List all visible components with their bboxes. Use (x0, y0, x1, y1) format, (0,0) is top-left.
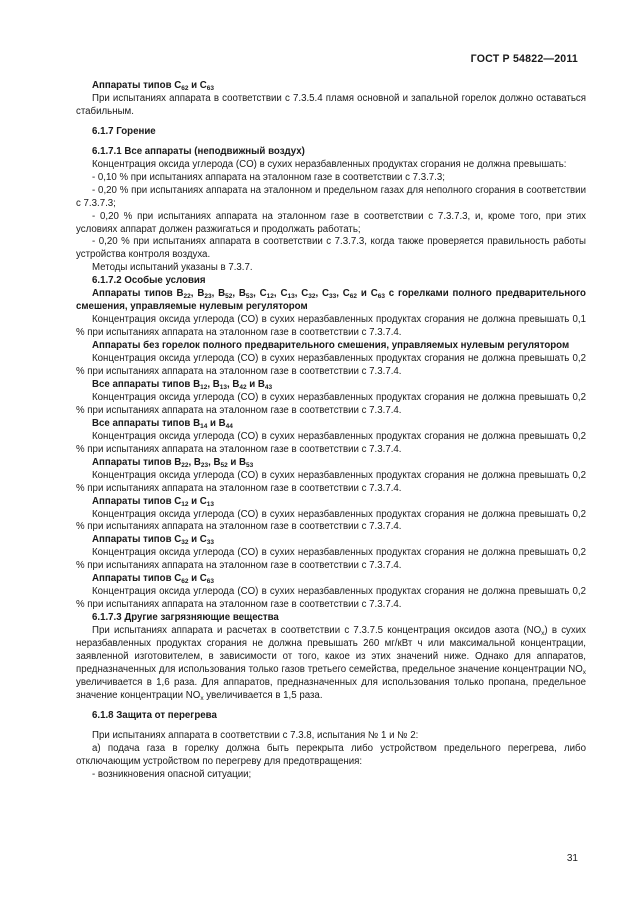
type-heading: Аппараты типов $C_{62}$ и $C_{63}$ (92, 80, 215, 92)
type-heading: Аппараты без горелок полного предварительного смешения, управляемых нулевым регулятором (92, 340, 570, 352)
paragraph: Концентрация оксида углерода (CO) в сухих неразбавленных продуктах сгорания не должна превышать 0,1 % при испытаниях аппарата на эталонном газе в соответствии с 7.3.7.4. (76, 314, 586, 339)
paragraph: Концентрация оксида углерода (CO) в сухих неразбавленных продуктах сгорания не должна превышать 0,2 % при испытаниях аппарата на эталонном газе в соответствии с 7.3.7.4. (76, 391, 586, 416)
paragraph: Концентрация оксида углерода (CO) в сухих неразбавленных продуктах сгорания не должна превышать: (92, 158, 567, 170)
subsection-heading: 6.1.7.1 Все аппараты (неподвижный воздух) (92, 145, 305, 157)
type-heading: Все аппараты типов $B_{12}$, $B_{13}$, $B_{42}$ и $B_{43}$ (92, 378, 273, 391)
paragraph: При испытаниях аппарата и расчетах в соответствии с 7.3.7.5 концентрация оксидов азота $(NO_x)$ в сухих неразбавленных продуктах сгорания не должна превышать 260 мг/кВт ч или максимальной концентрации, заявленной изготовителем, в зависимости от того, какое из этих значений ниже. Однако для аппаратов, предназначенных для использования только газов третьего семейства, предельное значение концентрации $NO_x$ увеличивается в 1,6 раза. Для аппаратов, предназначенных для использования только пропана, предельное значение концентрации $NO_x$ увеличивается в 1,5 раза. (76, 625, 586, 702)
paragraph: При испытаниях аппарата в соответствии с 7.3.5.4 пламя основной и запальной горелок должно оставаться стабильным. (76, 92, 586, 117)
paragraph: Концентрация оксида углерода (CO) в сухих неразбавленных продуктах сгорания не должна превышать 0,2 % при испытаниях аппарата на эталонном газе в соответствии с 7.3.7.4. (76, 586, 586, 611)
list-item: - 0,20 % при испытаниях аппарата на эталонном газе в соответствии с 7.3.7.3, и, кроме того, при этих условиях аппарат должен разжигаться и продолжать работать; (76, 210, 586, 235)
document-header: ГОСТ Р 54822—2011 (470, 53, 578, 65)
list-item: - 0,10 % при испытаниях аппарата на эталонном газе в соответствии с 7.3.7.3; (92, 171, 445, 183)
paragraph: Концентрация оксида углерода (CO) в сухих неразбавленных продуктах сгорания не должна превышать 0,2 % при испытаниях аппарата на эталонном газе в соответствии с 7.3.7.4. (76, 547, 586, 572)
type-heading: Аппараты типов $C_{32}$ и $C_{33}$ (92, 534, 215, 547)
subsection-heading: 6.1.7.2 Особые условия (92, 275, 206, 287)
paragraph: Концентрация оксида углерода (CO) в сухих неразбавленных продуктах сгорания не должна превышать 0,2 % при испытаниях аппарата на эталонном газе в соответствии с 7.3.7.4. (76, 353, 586, 378)
paragraph: При испытаниях аппарата в соответствии с 7.3.8, испытания № 1 и № 2: (92, 729, 419, 741)
list-item: а) подача газа в горелку должна быть перекрыта либо устройством предельного перегрева, либо отключающим устройством по перегреву для предотвращения: (76, 742, 586, 767)
section-heading: 6.1.8 Защита от перегрева (92, 709, 217, 721)
list-item: - 0,20 % при испытаниях аппарата в соответствии с 7.3.7.3, когда также проверяется правильность работы устройства контроля воздуха. (76, 236, 586, 261)
paragraph: Концентрация оксида углерода (CO) в сухих неразбавленных продуктах сгорания не должна превышать 0,2 % при испытаниях аппарата на эталонном газе в соответствии с 7.3.7.4. (76, 469, 586, 494)
type-heading: Все аппараты типов $B_{14}$ и $B_{44}$ (92, 417, 233, 430)
paragraph: Концентрация оксида углерода (CO) в сухих неразбавленных продуктах сгорания не должна превышать 0,2 % при испытаниях аппарата на эталонном газе в соответствии с 7.3.7.4. (76, 430, 586, 455)
type-heading: Аппараты типов $B_{22}$, $B_{23}$, $B_{52}$, $B_{53}$, $C_{12}$, $C_{13}$, $C_{32}$, $C_{33}$, $C_{62}$ и $C_{63}$ с горелками полного предварительного смешения, управляемые нулевым регулятором (76, 288, 586, 313)
subsection-heading: 6.1.7.3 Другие загрязняющие вещества (92, 612, 279, 624)
paragraph: Концентрация оксида углерода (CO) в сухих неразбавленных продуктах сгорания не должна превышать 0,2 % при испытаниях аппарата на эталонном газе в соответствии с 7.3.7.4. (76, 508, 586, 533)
list-item: - возникновения опасной ситуации; (92, 768, 252, 780)
list-item: - 0,20 % при испытаниях аппарата на эталонном и предельном газах для неполного сгорания в соответствии с 7.3.7.3; (76, 184, 586, 209)
type-heading: Аппараты типов $B_{22}$, $B_{23}$, $B_{52}$ и $B_{53}$ (92, 456, 254, 469)
page-number: 31 (566, 853, 578, 864)
type-heading: Аппараты типов $C_{12}$ и $C_{13}$ (92, 495, 215, 508)
document-body (76, 80, 586, 782)
paragraph: Методы испытаний указаны в 7.3.7. (92, 262, 253, 274)
type-heading: Аппараты типов $C_{62}$ и $C_{63}$ (92, 573, 215, 586)
section-heading: 6.1.7 Горение (92, 125, 156, 137)
